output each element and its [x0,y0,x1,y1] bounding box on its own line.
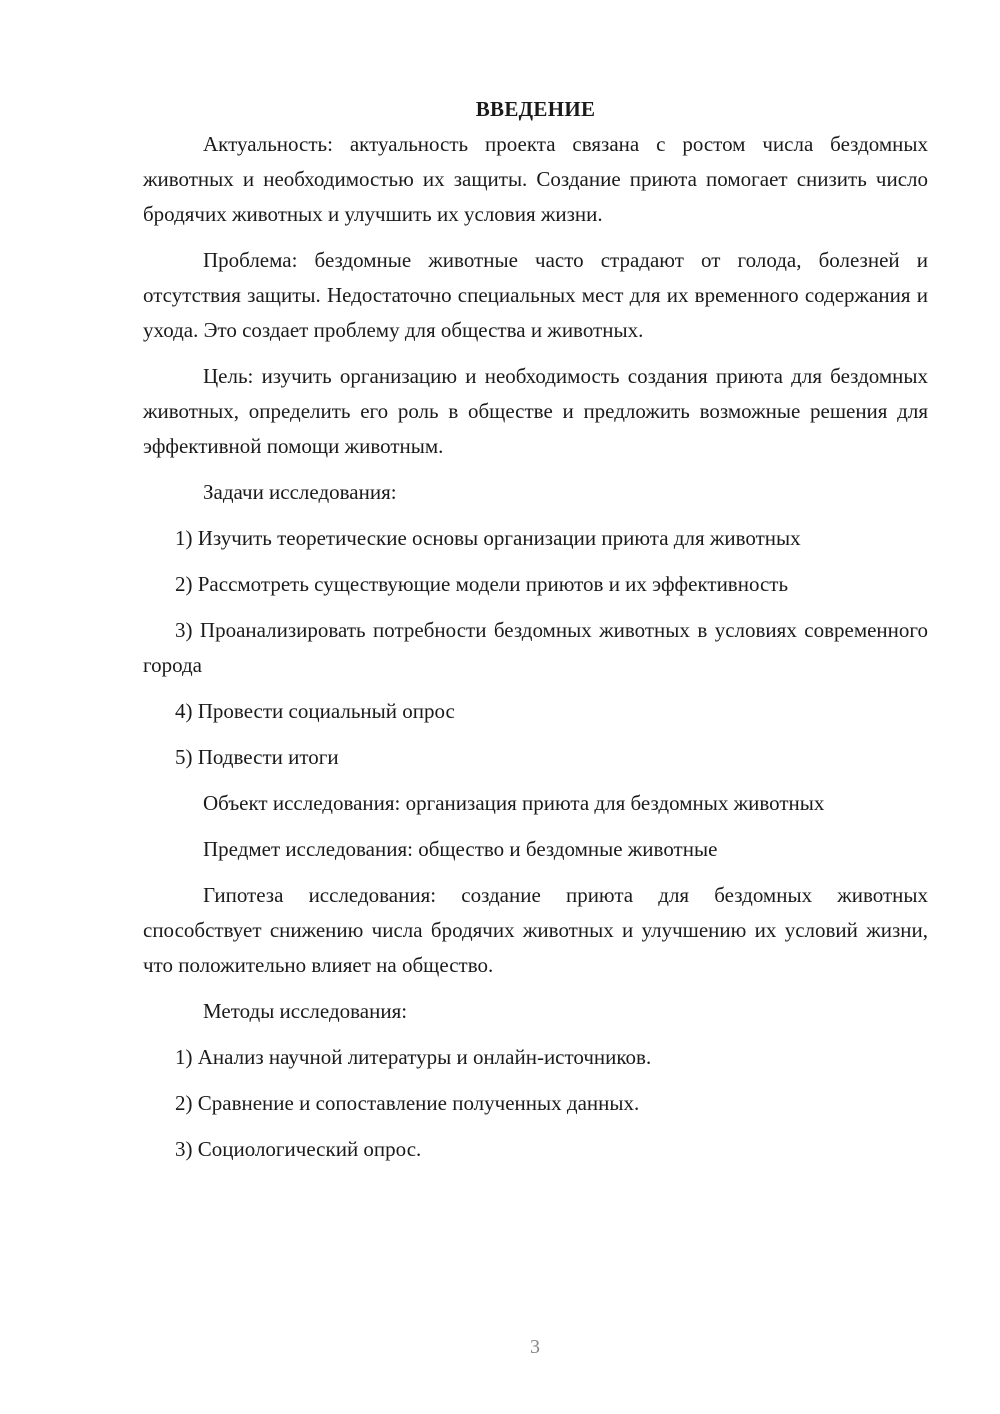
document-page [143,92,928,1178]
page-title: ВВЕДЕНИЕ [475,97,596,121]
task-item: 2) Рассмотреть существующие модели приютов и их эффективность [175,572,789,596]
relevance-paragraph: Актуальность: актуальность проекта связана с ростом числа бездомных животных и необходимостью их защиты. Создание приюта помогает снизить число бродячих животных и улучшить их условия жизни. [143,132,928,226]
method-item: 2) Сравнение и сопоставление полученных данных. [175,1091,640,1115]
task-item: 3) Проанализировать потребности бездомных животных в условиях современного города [143,618,928,677]
tasks-heading: Задачи исследования: [203,480,397,504]
task-item: 1) Изучить теоретические основы организации приюта для животных [175,526,801,550]
hypothesis-paragraph: Гипотеза исследования: создание приюта для бездомных животных способствует снижению числа бродячих животных и улучшению их условий жизни, что положительно влияет на общество. [143,883,928,977]
method-item: 1) Анализ научной литературы и онлайн-источников. [175,1045,652,1069]
object-paragraph: Объект исследования: организация приюта для бездомных животных [203,791,825,815]
subject-paragraph: Предмет исследования: общество и бездомные животные [203,837,718,861]
goal-paragraph: Цель: изучить организацию и необходимость создания приюта для бездомных животных, определить его роль в обществе и предложить возможные решения для эффективной помощи животным. [143,364,928,458]
method-item: 3) Социологический опрос. [175,1137,422,1161]
problem-paragraph: Проблема: бездомные животные часто страдают от голода, болезней и отсутствия защиты. Недостаточно специальных мест для их временного содержания и ухода. Это создает проблему для общества и животных. [143,248,928,342]
methods-heading: Методы исследования: [203,999,408,1023]
task-item: 5) Подвести итоги [175,745,339,769]
task-item: 4) Провести социальный опрос [175,699,455,723]
page-number: 3 [530,1336,540,1358]
